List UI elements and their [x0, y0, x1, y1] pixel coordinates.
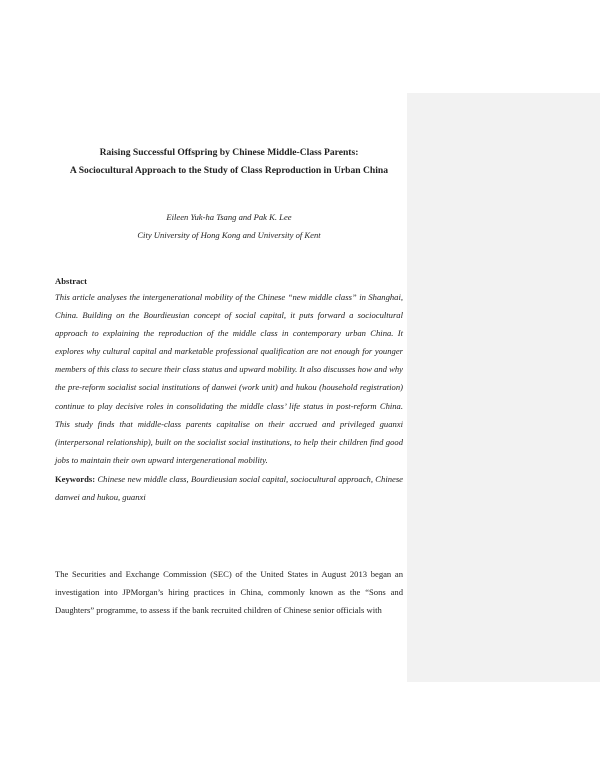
title-line-2: A Sociocultural Approach to the Study of Class Reproduction in Urban China [69, 165, 389, 176]
title-line-1: Raising Successful Offspring by Chinese Middle-Class Parents: [99, 147, 359, 158]
abstract-text: This article analyses the intergenerational mobility of the Chinese “new middle class” in Shanghai, China. Building on the Bourdieusian concept of social capital, it puts forward a sociocultural approach to explaining the reproduction of the middle class in contemporary urban China. It explores why cultural capital and marketable professional qualification are not enough for younger members of this class to secure their class status and upward mobility. It also discusses how and why the pre-reform socialist social institutions of danwei (work unit) and hukou (household registration) continue to play decisive roles in consolidating the middle class’ life status in post-reform China. This study finds that middle-class parents capitalise on their accrued and privileged guanxi (interpersonal relationship), built on the socialist social institutions, to help their children find good jobs to maintain their own upward intergenerational mobility. [55, 292, 403, 465]
keywords-text: Chinese new middle class, Bourdieusian social capital, sociocultural approach, Chinese danwei and hukou, guanxi [55, 474, 403, 503]
keywords [55, 470, 403, 506]
abstract-heading: Abstract [55, 276, 87, 286]
keywords-label: Keywords: [55, 474, 96, 484]
affiliation: City University of Hong Kong and University of Kent [137, 230, 321, 240]
comment-pane [407, 93, 600, 682]
authors: Eileen Yuk-ha Tsang and Pak K. Lee [166, 212, 292, 222]
body-paragraph: The Securities and Exchange Commission (SEC) of the United States in August 2013 began an investigation into JPMorgan’s hiring practices in China, commonly known as the “Sons and Daughters” programme, to assess if the bank recruited children of Chinese senior officials with [55, 569, 403, 616]
